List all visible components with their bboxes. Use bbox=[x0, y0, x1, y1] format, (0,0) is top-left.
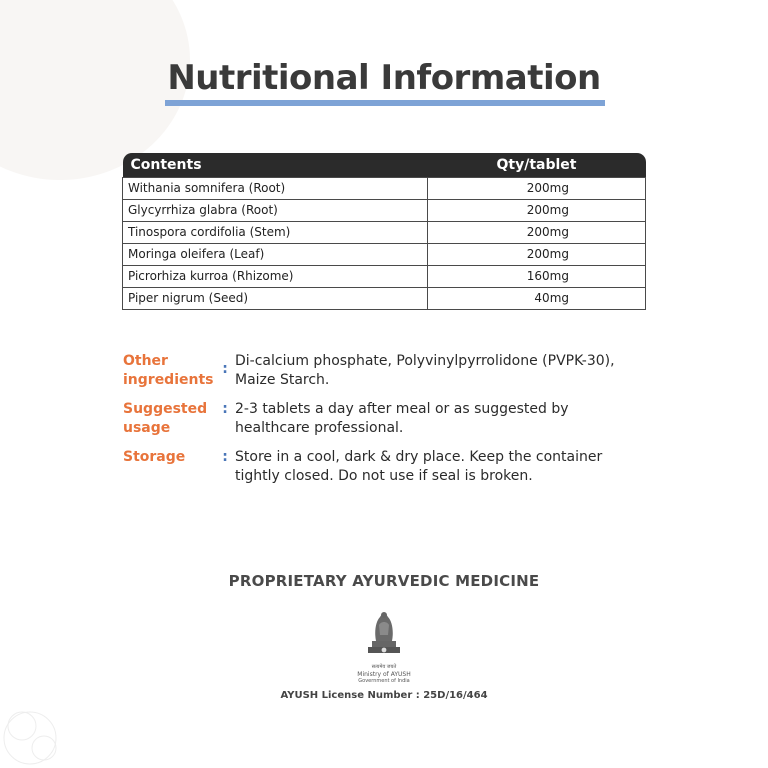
ingredient-name: Piper nigrum (Seed) bbox=[123, 287, 428, 309]
nutrition-table bbox=[122, 153, 646, 310]
license-number: AYUSH License Number : 25D/16/464 bbox=[280, 690, 488, 701]
motto-text: सत्यमेव जयते bbox=[371, 664, 397, 670]
table-row bbox=[123, 177, 646, 199]
ingredient-qty: 200mg bbox=[428, 243, 646, 265]
medicine-category: PROPRIETARY AYURVEDIC MEDICINE bbox=[228, 572, 540, 590]
label-line: usage bbox=[123, 420, 171, 436]
table-header-row bbox=[123, 153, 646, 177]
ingredient-qty: 160mg bbox=[428, 265, 646, 287]
ingredient-name: Glycyrrhiza glabra (Root) bbox=[123, 199, 428, 221]
column-header-qty: Qty/tablet bbox=[496, 156, 577, 173]
label-line: Other bbox=[123, 353, 168, 369]
page-title: Nutritional Information bbox=[167, 58, 601, 98]
ingredient-qty: 200mg bbox=[428, 221, 646, 243]
ministry-text: Ministry of AYUSH bbox=[357, 671, 411, 678]
storage-label bbox=[123, 448, 215, 486]
suggested-usage-label bbox=[123, 400, 215, 438]
label-line: ingredients bbox=[123, 372, 214, 388]
info-row-suggested-usage bbox=[123, 400, 643, 438]
table-row bbox=[123, 287, 646, 309]
other-ingredients-label bbox=[123, 352, 215, 390]
text-line: Store in a cool, dark & dry place. Keep the container bbox=[235, 449, 603, 465]
ingredient-name: Moringa oleifera (Leaf) bbox=[123, 243, 428, 265]
text-line: healthcare professional. bbox=[235, 420, 404, 436]
product-info bbox=[123, 352, 643, 496]
label-line: Storage bbox=[123, 449, 186, 465]
ingredient-qty: 40mg bbox=[428, 287, 646, 309]
table-row bbox=[123, 243, 646, 265]
ingredient-qty: 200mg bbox=[428, 199, 646, 221]
emblem-caption bbox=[0, 664, 768, 685]
table-row bbox=[123, 221, 646, 243]
title-underline bbox=[165, 100, 605, 106]
info-row-other-ingredients bbox=[123, 352, 643, 390]
colon: : bbox=[222, 361, 228, 377]
table-row bbox=[123, 199, 646, 221]
other-ingredients-text bbox=[235, 352, 643, 390]
suggested-usage-text bbox=[235, 400, 643, 438]
national-emblem-icon bbox=[362, 607, 406, 659]
column-header-contents: Contents bbox=[130, 156, 202, 173]
colon: : bbox=[222, 401, 228, 417]
table-row bbox=[123, 265, 646, 287]
ingredient-name: Tinospora cordifolia (Stem) bbox=[123, 221, 428, 243]
text-line: Maize Starch. bbox=[235, 372, 330, 388]
text-line: 2-3 tablets a day after meal or as suggested by bbox=[235, 401, 569, 417]
colon: : bbox=[222, 449, 228, 465]
storage-text bbox=[235, 448, 643, 486]
label-line: Suggested bbox=[123, 401, 208, 417]
government-text: Government of India bbox=[358, 678, 410, 684]
ingredient-name: Picrorhiza kurroa (Rhizome) bbox=[123, 265, 428, 287]
text-line: tightly closed. Do not use if seal is broken. bbox=[235, 468, 533, 484]
ingredient-name: Withania somnifera (Root) bbox=[123, 177, 428, 199]
ingredient-qty: 200mg bbox=[428, 177, 646, 199]
text-line: Di-calcium phosphate, Polyvinylpyrrolidone (PVPK-30), bbox=[235, 353, 615, 369]
info-row-storage bbox=[123, 448, 643, 486]
